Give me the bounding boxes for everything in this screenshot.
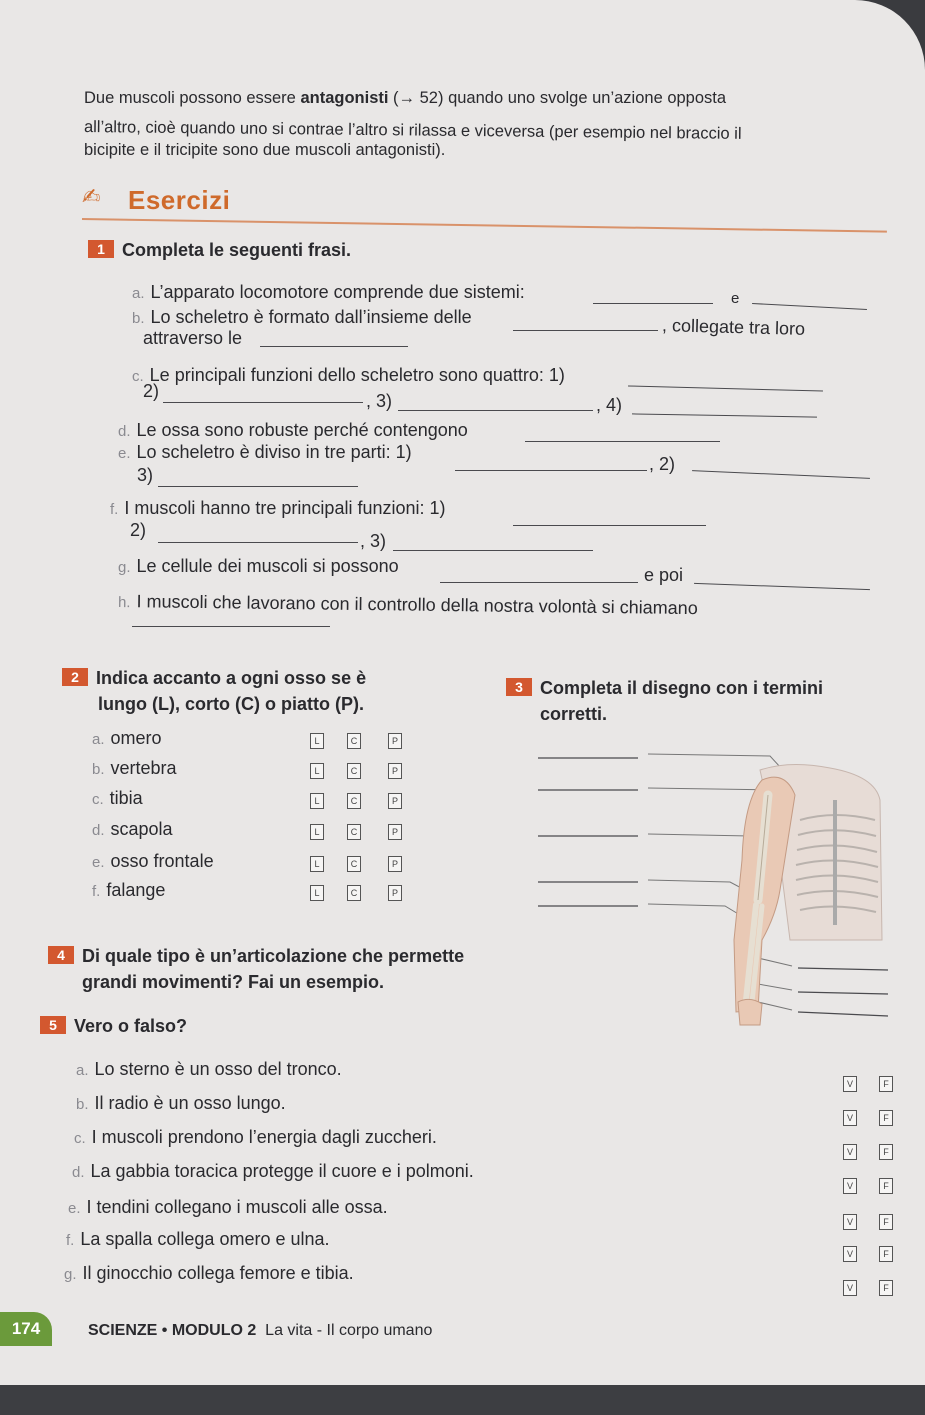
ex2-item xyxy=(92,787,143,811)
ex2-number: 2 xyxy=(62,668,88,686)
ex5-item-text: Il radio è un osso lungo. xyxy=(94,1093,286,1113)
background-surface xyxy=(0,1385,925,1415)
ex1-title: Completa le seguenti frasi. xyxy=(122,240,352,260)
ex5-item xyxy=(68,1196,388,1220)
ex1-a-blank-2[interactable] xyxy=(752,303,867,310)
ex1-b-line2: attraverso le xyxy=(143,328,243,348)
ex5-number: 5 xyxy=(40,1016,66,1034)
ex1-b-blank-2[interactable] xyxy=(260,346,408,347)
ex2-item-letter: a. xyxy=(92,731,105,748)
ex2-checkbox-c[interactable]: C xyxy=(347,824,361,840)
ex3-blank-7[interactable] xyxy=(798,992,888,994)
pencil-hand-icon: ✍ xyxy=(82,184,101,209)
ex2-heading xyxy=(62,668,366,689)
ex5-item xyxy=(76,1058,342,1082)
ex2-checkbox-l[interactable]: L xyxy=(310,856,324,872)
ex4-title-2: grandi movimenti? Fai un esempio. xyxy=(82,972,385,992)
ex5-title: Vero o falso? xyxy=(74,1016,188,1036)
ex1-e-blank-3[interactable] xyxy=(158,486,358,487)
ex3-number: 3 xyxy=(506,678,532,696)
ex1-e-n2: , 2) xyxy=(649,454,676,474)
ex2-item-text: osso frontale xyxy=(110,851,214,871)
ex5-true-box[interactable]: V xyxy=(843,1280,857,1296)
ex5-item xyxy=(64,1262,354,1286)
ex2-checkbox-p[interactable]: P xyxy=(388,793,402,809)
ex2-item-letter: e. xyxy=(92,854,105,871)
ex5-item-text: I tendini collegano i muscoli alle ossa. xyxy=(86,1197,388,1217)
ex3-title-2: corretti. xyxy=(540,704,608,724)
ex5-item-letter: c. xyxy=(74,1130,86,1147)
ex2-item xyxy=(92,818,173,842)
ex1-c-blank-4[interactable] xyxy=(632,413,817,417)
intro-line-1: Due muscoli possono essere antagonisti (→ 52) quando uno svolge un’azione opposta xyxy=(84,89,727,107)
ex2-checkbox-l[interactable]: L xyxy=(310,824,324,840)
ex5-item-letter: d. xyxy=(72,1164,85,1181)
ex2-item-text: falange xyxy=(106,880,166,900)
ex5-false-box[interactable]: F xyxy=(879,1076,893,1092)
intro-line-3: bicipite e il tricipite sono due muscoli antagonisti). xyxy=(84,141,446,159)
ex1-b-blank-1[interactable] xyxy=(513,330,658,331)
ex5-item-letter: b. xyxy=(76,1096,89,1113)
ex2-title-2: lungo (L), corto (C) o piatto (P). xyxy=(98,694,364,714)
page-number: 174 xyxy=(0,1312,52,1346)
ex1-f-n2: 2) xyxy=(130,520,147,540)
ex5-item-text: La gabbia toracica protegge il cuore e i polmoni. xyxy=(90,1161,474,1181)
intro-line-2: all’altro, cioè quando uno si contrae l’altro si rilassa e viceversa (per esempio nel braccio il xyxy=(83,118,742,143)
ex1-g-blank-2[interactable] xyxy=(694,583,870,590)
ex1-item-e: e. Lo scheletro è diviso in tre parti: 1) xyxy=(118,442,412,462)
ex1-f-blank-2[interactable] xyxy=(158,542,358,543)
ex5-item-letter: a. xyxy=(76,1062,89,1079)
ex1-g-blank-1[interactable] xyxy=(440,582,638,583)
ex2-checkbox-c[interactable]: C xyxy=(347,733,361,749)
ex1-c-n4: , 4) xyxy=(596,395,623,415)
ex2-item xyxy=(92,757,177,781)
ex1-item-b: b. Lo scheletro è formato dall’insieme delle xyxy=(132,307,472,327)
ex5-true-box[interactable]: V xyxy=(843,1076,857,1092)
ex2-item xyxy=(92,850,214,874)
ex5-true-box[interactable]: V xyxy=(843,1178,857,1194)
ex1-item-g: g. Le cellule dei muscoli si possono xyxy=(118,556,399,576)
ex2-item xyxy=(92,879,165,903)
ex1-d-blank[interactable] xyxy=(525,441,720,442)
ex5-heading xyxy=(40,1016,187,1037)
ex2-item-text: tibia xyxy=(109,788,143,808)
ex2-checkbox-l[interactable]: L xyxy=(310,763,324,779)
ex5-true-box[interactable]: V xyxy=(843,1110,857,1126)
section-rule xyxy=(82,218,887,233)
footer-running-title: SCIENZE • MODULO 2 La vita - Il corpo umano xyxy=(88,1322,433,1339)
ex2-item-letter: b. xyxy=(92,761,105,778)
ex5-false-box[interactable]: F xyxy=(879,1110,893,1126)
ex3-heading xyxy=(506,678,823,699)
ex5-item-letter: g. xyxy=(64,1266,77,1283)
ex1-item-c: c. Le principali funzioni dello scheletro sono quattro: 1) xyxy=(132,365,565,385)
ex2-item-letter: d. xyxy=(92,822,105,839)
ex4-number: 4 xyxy=(48,946,74,964)
ex1-c-blank-3[interactable] xyxy=(398,410,593,411)
ex1-c-n2: 2) xyxy=(143,381,160,401)
ex1-e-blank-1[interactable] xyxy=(455,470,647,471)
ex5-false-box[interactable]: F xyxy=(879,1178,893,1194)
ex2-checkbox-l[interactable]: L xyxy=(310,733,324,749)
ex2-checkbox-p[interactable]: P xyxy=(388,763,402,779)
ex2-checkbox-c[interactable]: C xyxy=(347,885,361,901)
ex1-f-blank-1[interactable] xyxy=(513,525,706,526)
ex5-item xyxy=(74,1126,437,1150)
ex2-item-letter: f. xyxy=(92,883,101,900)
ex1-heading xyxy=(88,240,351,261)
ex1-e-n3: 3) xyxy=(137,465,154,485)
ex1-f-n3: , 3) xyxy=(360,531,387,551)
ex5-item xyxy=(72,1160,474,1184)
section-title: Esercizi xyxy=(128,185,231,215)
ex5-item xyxy=(66,1228,330,1252)
ex2-checkbox-p[interactable]: P xyxy=(388,733,402,749)
ex2-item-letter: c. xyxy=(92,791,104,808)
ex1-item-d: d. Le ossa sono robuste perché contengono xyxy=(118,420,468,440)
ex5-true-box[interactable]: V xyxy=(843,1246,857,1262)
ex1-number: 1 xyxy=(88,240,114,258)
arm-skeleton-diagram xyxy=(530,740,900,1030)
ex2-item-text: omero xyxy=(110,728,162,748)
ex1-item-a: a. L’apparato locomotore comprende due sistemi: xyxy=(132,282,525,302)
ex1-a-blank-1[interactable] xyxy=(593,303,713,304)
ex5-item xyxy=(76,1092,286,1116)
ex5-item-text: Lo sterno è un osso del tronco. xyxy=(94,1059,342,1079)
ex5-item-text: Il ginocchio collega femore e tibia. xyxy=(82,1263,354,1283)
ex1-c-blank-1[interactable] xyxy=(628,385,823,391)
ex5-false-box[interactable]: F xyxy=(879,1214,893,1230)
ex3-blank-6[interactable] xyxy=(798,968,888,970)
ex1-c-blank-2[interactable] xyxy=(163,402,363,403)
ex2-checkbox-l[interactable]: L xyxy=(310,793,324,809)
ex5-false-box[interactable]: F xyxy=(879,1144,893,1160)
ex1-h-blank[interactable] xyxy=(132,626,330,627)
ex5-item-text: La spalla collega omero e ulna. xyxy=(80,1229,330,1249)
ex1-a-e: e xyxy=(731,290,740,307)
ex1-e-blank-2[interactable] xyxy=(692,470,870,479)
ex2-checkbox-p[interactable]: P xyxy=(388,824,402,840)
ex1-g-epoi: e poi xyxy=(644,565,684,585)
ex2-checkbox-c[interactable]: C xyxy=(347,793,361,809)
ex2-item xyxy=(92,727,162,751)
ex1-b-after: , collegate tra loro xyxy=(661,315,806,339)
ex2-item-text: vertebra xyxy=(110,758,177,778)
ex4-heading xyxy=(48,946,464,967)
ex5-false-box[interactable]: F xyxy=(879,1246,893,1262)
ex5-true-box[interactable]: V xyxy=(843,1214,857,1230)
ex2-title-1: Indica accanto a ogni osso se è xyxy=(96,668,367,688)
ex1-item-f: f. I muscoli hanno tre principali funzioni: 1) xyxy=(110,498,446,518)
ex3-blank-8[interactable] xyxy=(798,1012,888,1016)
ex5-true-box[interactable]: V xyxy=(843,1144,857,1160)
ex2-checkbox-c[interactable]: C xyxy=(347,856,361,872)
ex5-item-letter: e. xyxy=(68,1200,81,1217)
ex2-item-text: scapola xyxy=(110,819,173,839)
ex1-f-blank-3[interactable] xyxy=(393,550,593,551)
ex2-checkbox-p[interactable]: P xyxy=(388,885,402,901)
ex5-item-text: I muscoli prendono l’energia dagli zuccheri. xyxy=(91,1127,437,1147)
ex2-checkbox-l[interactable]: L xyxy=(310,885,324,901)
ex1-c-n3: , 3) xyxy=(366,391,393,411)
ex2-checkbox-p[interactable]: P xyxy=(388,856,402,872)
ex3-title-1: Completa il disegno con i termini xyxy=(540,678,824,698)
ex4-title-1: Di quale tipo è un’articolazione che permette xyxy=(82,946,465,966)
ex5-item-letter: f. xyxy=(66,1232,75,1249)
ex2-checkbox-c[interactable]: C xyxy=(347,763,361,779)
ex5-false-box[interactable]: F xyxy=(879,1280,893,1296)
ex1-item-h: h. I muscoli che lavorano con il controllo della nostra volontà si chiamano xyxy=(117,591,698,619)
